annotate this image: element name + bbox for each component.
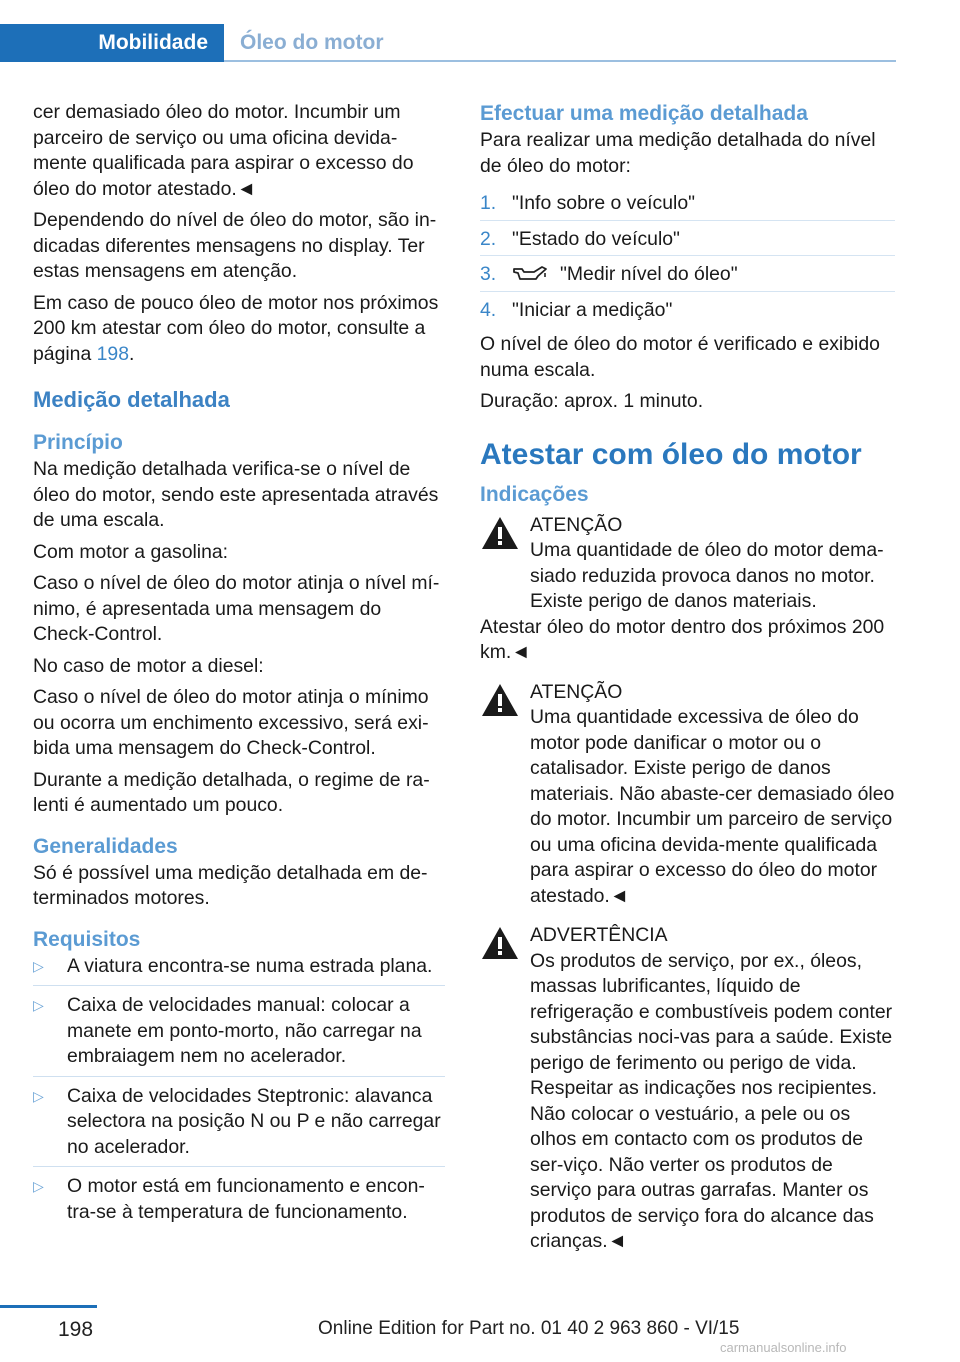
oil-can-icon <box>512 264 548 282</box>
page-header <box>0 0 960 64</box>
page-number: 198 <box>58 1318 94 1341</box>
warning-block <box>480 680 895 910</box>
paragraph: Para realizar uma medição detalhada do nível de óleo do motor: <box>480 129 876 177</box>
warning-title: ADVERTÊNCIA <box>530 924 668 946</box>
subheading-generalidades: Generalidades <box>33 834 178 858</box>
triangle-bullet-icon: ▷ <box>33 997 44 1013</box>
step-number: 2. <box>480 227 497 250</box>
paragraph: Só é possível uma medição detalhada em de-terminados motores. <box>33 861 428 909</box>
section-tab-mobilidade[interactable]: Mobilidade <box>0 24 224 62</box>
page-link[interactable]: 198 <box>96 342 129 365</box>
paragraph: cer demasiado óleo do motor. Incumbir um parceiro de serviço ou uma oficina devida-mente qualificada para aspirar o excesso do óleo do motor atestado.◄ <box>33 101 414 200</box>
paragraph: Atestar óleo do motor dentro dos próximos 200 km.◄ <box>480 615 885 663</box>
paragraph: Dependendo do nível de óleo do motor, são in-dicadas diferentes mensagens no display. Ter estas mensagens em atenção. <box>33 209 437 282</box>
section-tab-oleo-motor[interactable]: Óleo do motor <box>240 31 384 54</box>
step-text: "Iniciar a medição" <box>512 298 673 321</box>
subheading-indicacoes: Indicações <box>480 482 589 506</box>
paragraph: Duração: aprox. 1 minuto. <box>480 390 704 412</box>
triangle-bullet-icon: ▷ <box>33 957 44 974</box>
warning-icon <box>480 682 520 718</box>
chapter-heading: Atestar com óleo do motor <box>480 437 862 471</box>
paragraph: Durante a medição detalhada, o regime de ra-lenti é aumentado um pouco. <box>33 768 430 816</box>
list-item <box>33 954 445 987</box>
warning-block <box>480 513 895 615</box>
warning-title: ATENÇÃO <box>530 680 623 703</box>
triangle-bullet-icon: ▷ <box>33 1178 44 1194</box>
warning-icon <box>480 925 520 961</box>
header-rule <box>224 60 896 62</box>
list-item-text: Caixa de velocidades Steptronic: alavanca selectora na posição N ou P e não carregar no acelerador. <box>67 1084 441 1158</box>
paragraph: Caso o nível de óleo do motor atinja o nível mí-nimo, é apresentada uma mensagem do Check-Control. <box>33 572 440 645</box>
subheading-efectuar: Efectuar uma medição detalhada <box>480 102 808 125</box>
step-number: 3. <box>480 263 497 285</box>
paragraph <box>33 291 445 368</box>
step-number: 1. <box>480 192 497 214</box>
warning-block <box>480 923 895 1255</box>
watermark: carmanualsonline.info <box>720 1340 847 1355</box>
right-column <box>480 100 895 1255</box>
edition-note: Online Edition for Part no. 01 40 2 963 860 - VI/15 <box>318 1318 740 1339</box>
list-item-text: Caixa de velocidades manual: colocar a manete em ponto-morto, não carregar na embraiagem nem no acelerador. <box>67 994 422 1067</box>
paragraph: O nível de óleo do motor é verificado e exibido numa escala. <box>480 333 880 381</box>
step-item <box>480 191 895 221</box>
step-item <box>480 262 895 292</box>
subheading-requisitos: Requisitos <box>33 927 141 951</box>
paragraph-text: Em caso de pouco óleo de motor nos próximos 200 km atestar com óleo do motor, consulte a página <box>33 291 439 365</box>
list-item <box>33 1174 445 1225</box>
triangle-bullet-icon: ▷ <box>33 1087 44 1104</box>
requirements-list <box>33 954 445 1226</box>
footer-rule <box>0 1305 97 1308</box>
step-number: 4. <box>480 298 497 321</box>
subheading-principio: Princípio <box>33 431 123 454</box>
step-item <box>480 227 895 257</box>
step-text: "Medir nível do óleo" <box>560 263 738 285</box>
list-item-text: O motor está em funcionamento e encon-tra-se à temperatura de funcionamento. <box>67 1175 425 1223</box>
paragraph: Na medição detalhada verifica-se o nível de óleo do motor, sendo este apresentada através de uma escala. <box>33 458 439 531</box>
paragraph: Caso o nível de óleo do motor atinja o mínimo ou ocorra um enchimento excessivo, será exi-bida uma mensagem do Check-Control. <box>33 686 429 759</box>
step-item <box>480 298 895 327</box>
paragraph: No caso de motor a diesel: <box>33 654 264 677</box>
step-text: "Estado do veículo" <box>512 227 680 250</box>
list-item <box>33 993 445 1077</box>
warning-icon <box>480 515 520 551</box>
warning-text: Os produtos de serviço, por ex., óleos, massas lubrificantes, líquido de refrigeração e combustíveis podem conter substâncias noci-vas para a saúde. Existe perigo de ferimento ou perigo de vida. Respeitar as indicações nos recipientes. Não colocar o vestuário, a pele ou os olhos em contacto com os produtos de ser-viço. Não verter os produtos de serviço para outras garrafas. Manter os produtos de serviço fora do alcance das crianças.◄ <box>530 949 893 1252</box>
list-item-text: A viatura encontra-se numa estrada plana. <box>67 954 433 977</box>
warning-text: Uma quantidade excessiva de óleo do motor pode danificar o motor ou o catalisador. Existe perigo de danos materiais. Não abaste-cer demasiado óleo do motor. Incumbir um parceiro de serviço ou uma oficina devida-mente qualificada para aspirar o excesso do óleo do motor atestado.◄ <box>530 706 895 907</box>
section-heading-medicao: Medição detalhada <box>33 387 230 412</box>
paragraph: Com motor a gasolina: <box>33 540 229 563</box>
list-item <box>33 1084 445 1168</box>
warning-title: ATENÇÃO <box>530 513 623 536</box>
warning-text: Uma quantidade de óleo do motor dema-siado reduzida provoca danos no motor. Existe perigo de danos materiais. <box>530 539 884 612</box>
step-text: "Info sobre o veículo" <box>512 192 695 214</box>
steps-list <box>480 191 895 326</box>
left-column <box>33 100 445 1232</box>
paragraph-text: . <box>128 342 135 365</box>
